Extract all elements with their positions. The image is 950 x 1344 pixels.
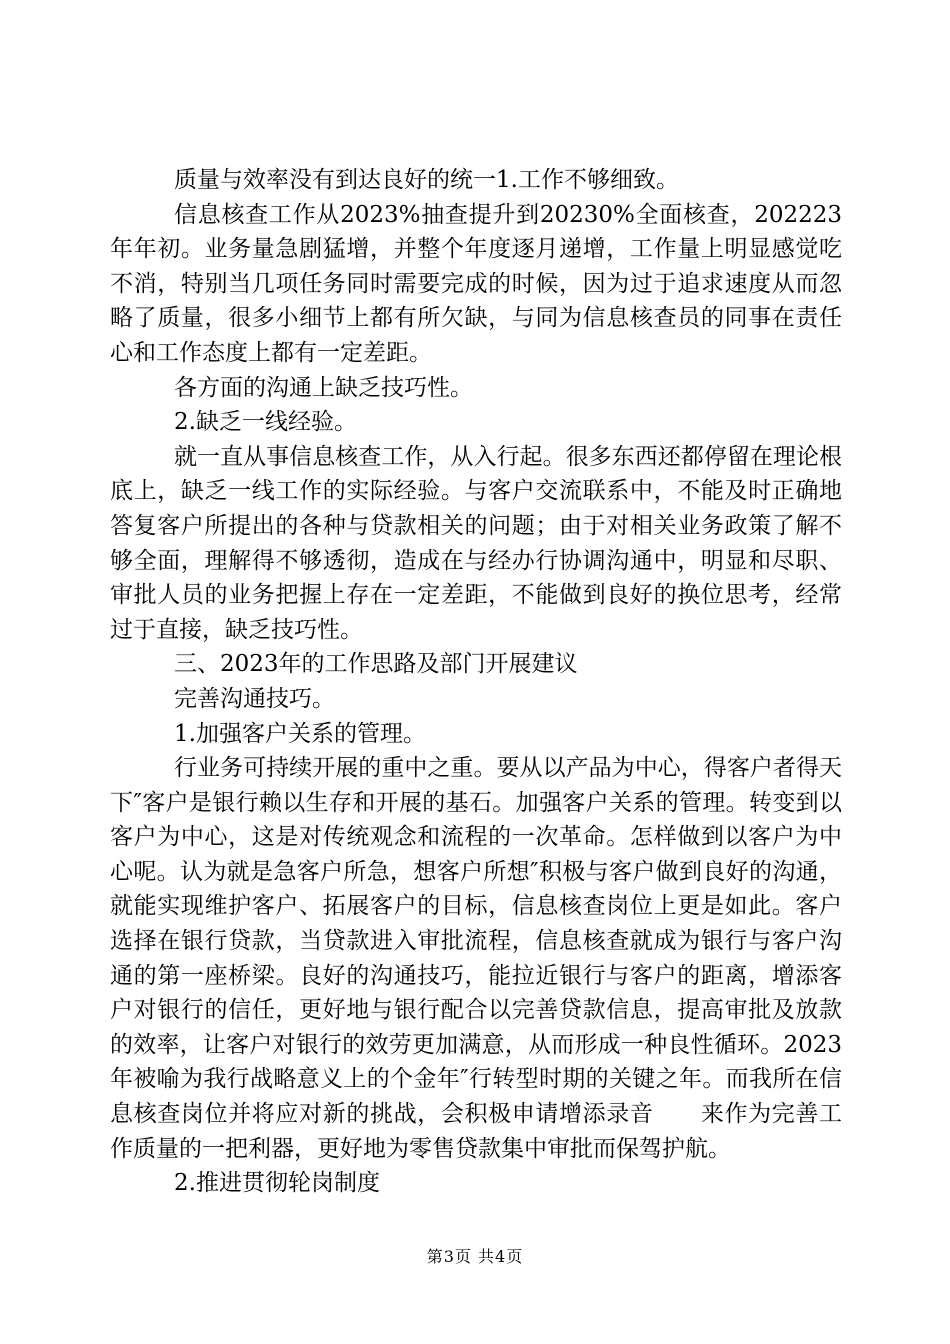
paragraph: 1.加强客户关系的管理。 [174, 720, 426, 747]
paragraph: 各方面的沟通上缺乏技巧性。 [174, 374, 473, 401]
paragraph: 完善沟通技巧。 [174, 685, 335, 712]
paragraph: 2.缺乏一线经验。 [174, 409, 357, 436]
paragraph: 行业务可持续开展的重中之重。要从以产品为中心，得客户者得天下″客户是银行赖以生存和开展的基石。加强客户关系的管理。转变到以客户为中心，这是对传统观念和流程的一次革命。怎样做到以客户为中心呢。认为就是急客户所急，想客户所想″积极与客户做到良好的沟通，就能实现维护客户、拓展客户的目标，信息核查岗位上更是如此。客户选择在银行贷款，当贷款进入审批流程，信息核查就成为银行与客户沟通的第一座桥梁。良好的沟通技巧，能拉近银行与客户的距离，增添客户对银行的信任，更好地与银行配合以完善贷款信息，提高审批及放款的效率，让客户对银行的效劳更加满意，从而形成一种良性循环。2023年被喻为我行战略意义上的个金年″行转型时期的关键之年。而我所在信息核查岗位并将应对新的挑战，会积极申请增添录音 来作为完善工作质量的一把利器，更好地为零售贷款集中审批而保驾护航。 [110, 755, 842, 1162]
paragraph: 信息核查工作从2023%抽查提升到20230%全面核查，202223年年初。业务量急剧猛增，并整个年度逐月递增，工作量上明显感觉吃不消，特别当几项任务同时需要完成的时候，因为过于追求速度从而忽略了质量，很多小细节上都有所欠缺，与同为信息核查员的同事在责任心和工作态度上都有一定差距。 [110, 201, 842, 366]
paragraph: 2.推进贯彻轮岗制度 [174, 1170, 380, 1197]
paragraph: 就一直从事信息核查工作，从入行起。很多东西还都停留在理论根底上，缺乏一线工作的实际经验。与客户交流联系中，不能及时正确地答复客户所提出的各种与贷款相关的问题；由于对相关业务政策了解不够全面，理解得不够透彻，造成在与经办行协调沟通中，明显和尽职、审批人员的业务把握上存在一定差距，不能做到良好的换位思考，经常过于直接，缺乏技巧性。 [110, 443, 842, 643]
paragraph: 质量与效率没有到达良好的统一1.工作不够细致。 [174, 167, 679, 193]
section-heading: 三、2023年的工作思路及部门开展建议 [174, 651, 578, 678]
page-number-footer: 第3页 共4页 [426, 1247, 524, 1266]
document-body [110, 163, 842, 1201]
